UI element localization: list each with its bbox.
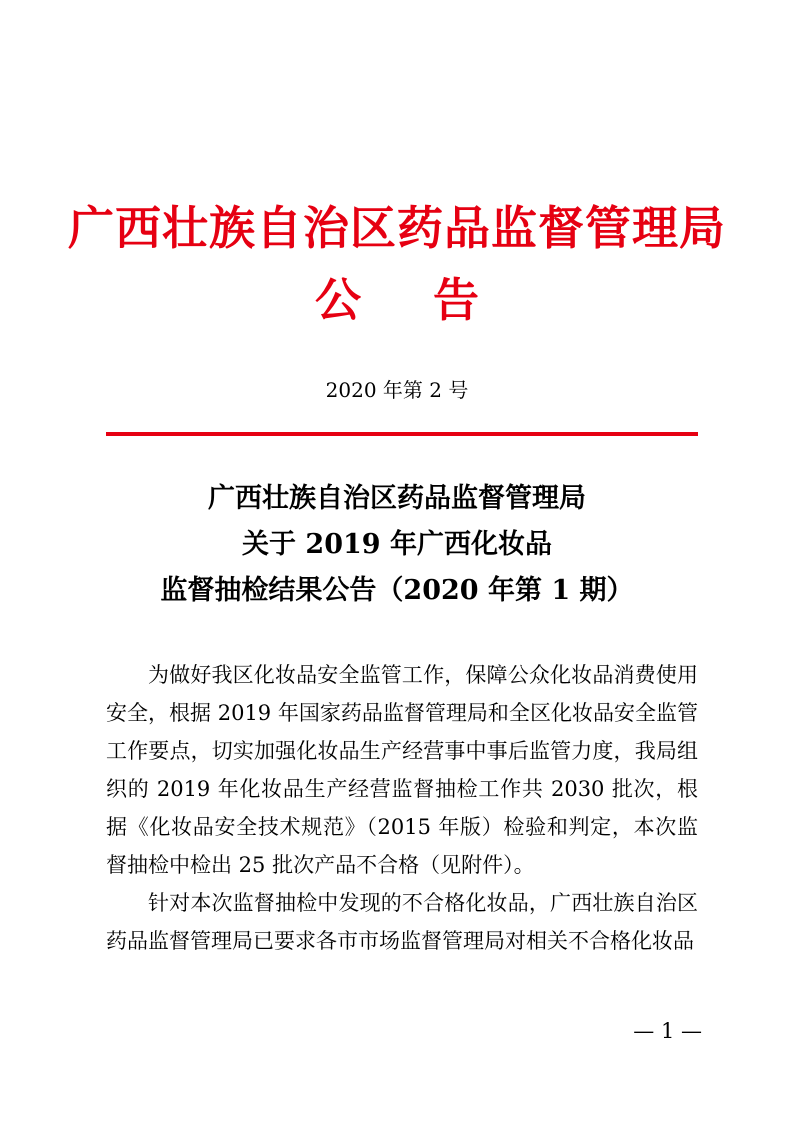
body-paragraph-1: 为做好我区化妆品安全监管工作，保障公众化妆品消费使用安全，根据 2019 年国家药品监督管理局和全区化妆品安全监管工作要点，切实加强化妆品生产经营事中事后监管力度，我局组织的 2019 年化妆品生产经营监督抽检工作共 2030 批次，根据《化妆品安全技术规范》（2015 年版）检验和判定，本次监督抽检中检出 25 批次产品不合格（见附件）。: [106, 663, 698, 877]
announcement-body: [106, 656, 698, 960]
document-type-header: 公告: [315, 273, 551, 327]
title-line-3: 监督抽检结果公告（2020 年第 1 期）: [160, 575, 634, 606]
red-divider-rule: [106, 432, 698, 436]
page-number: — 1 —: [633, 1019, 702, 1043]
issuing-agency-header: 广西壮族自治区药品监督管理局: [68, 201, 726, 255]
title-line-2: 关于 2019 年广西化妆品: [242, 529, 552, 560]
title-line-1: 广西壮族自治区药品监督管理局: [208, 483, 586, 514]
announcement-title: [0, 476, 794, 614]
body-paragraph-2: 针对本次监督抽检中发现的不合格化妆品，广西壮族自治区药品监督管理局已要求各市市场监督管理局对相关不合格化妆品: [106, 891, 698, 953]
document-number: 2020 年第 2 号: [325, 378, 469, 402]
